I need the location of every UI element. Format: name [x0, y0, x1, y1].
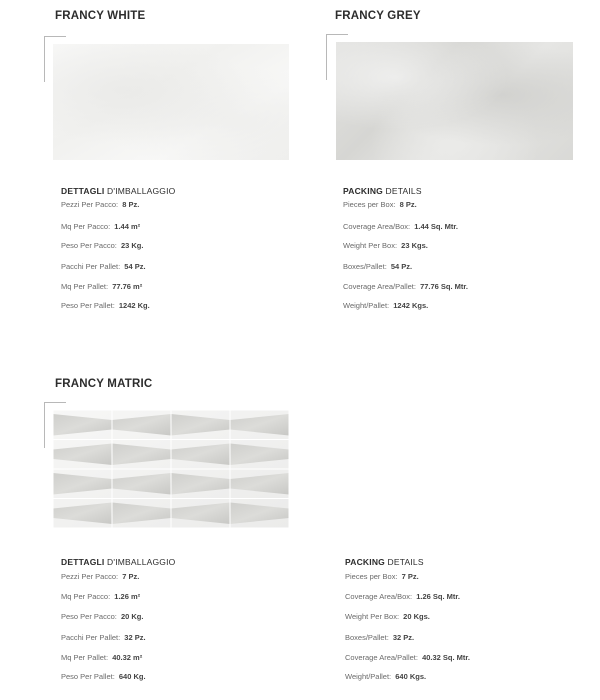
spec-row — [61, 572, 139, 581]
spec-row — [61, 592, 140, 601]
spec-row — [345, 672, 426, 681]
spec-label: Pieces per Box: — [343, 200, 396, 209]
product-title-francy-grey: FRANCY GREY — [335, 10, 421, 22]
spec-row — [343, 241, 428, 250]
spec-value: 23 Kgs. — [401, 241, 428, 250]
spec-value: 20 Kg. — [120, 612, 144, 621]
spec-value: 7 Pz. — [401, 572, 419, 581]
spec-row — [345, 572, 419, 581]
spec-label: Coverage Area/Box: — [345, 592, 413, 601]
spec-value: 1242 Kg. — [118, 301, 150, 310]
spec-row — [61, 241, 143, 250]
spec-value: 1242 Kgs. — [393, 301, 429, 310]
spec-row — [343, 200, 417, 209]
spec-row — [343, 262, 412, 271]
francy-matric-tile-image — [53, 410, 289, 528]
spec-label: Coverage Area/Box: — [343, 222, 411, 231]
spec-value: 54 Pz. — [390, 262, 413, 271]
packing-heading: PACKING DETAILS — [343, 186, 422, 196]
spec-label: Peso Per Pacco: — [61, 241, 117, 250]
spec-value: 40.32 Sq. Mtr. — [422, 653, 470, 662]
spec-value: 23 Kg. — [120, 241, 144, 250]
spec-row — [345, 653, 470, 662]
spec-label: Weight/Pallet: — [345, 672, 392, 681]
spec-label: Weight/Pallet: — [343, 301, 390, 310]
spec-label: Pezzi Per Pacco: — [61, 572, 119, 581]
matric-pattern — [53, 410, 289, 528]
spec-row — [61, 672, 146, 681]
spec-row — [61, 612, 143, 621]
spec-label: Pieces per Box: — [345, 572, 398, 581]
spec-label: Peso Per Pacco: — [61, 612, 117, 621]
spec-label: Pacchi Per Pallet: — [61, 262, 121, 271]
spec-row — [61, 262, 146, 271]
spec-row — [61, 633, 146, 642]
spec-value: 8 Pz. — [122, 200, 140, 209]
packing-heading-it: DETTAGLI D'IMBALLAGGIO — [61, 557, 176, 567]
product-title-francy-matric: FRANCY MATRIC — [55, 378, 153, 390]
spec-value: 640 Kgs. — [395, 672, 427, 681]
spec-label: Coverage Area/Pallet: — [345, 653, 418, 662]
spec-value: 1.26 m² — [114, 592, 141, 601]
spec-label: Peso Per Pallet: — [61, 301, 115, 310]
spec-value: 1.26 Sq. Mtr. — [416, 592, 460, 601]
spec-label: Mq Per Pallet: — [61, 653, 109, 662]
spec-row — [61, 222, 140, 231]
spec-value: 640 Kg. — [118, 672, 146, 681]
packing-heading: DETTAGLI D'IMBALLAGGIO — [61, 186, 176, 196]
spec-label: Weight Per Box: — [343, 241, 398, 250]
spec-row — [61, 200, 139, 209]
spec-label: Pezzi Per Pacco: — [61, 200, 119, 209]
spec-label: Boxes/Pallet: — [345, 633, 389, 642]
spec-label: Coverage Area/Pallet: — [343, 282, 416, 291]
spec-row — [61, 301, 150, 310]
spec-value: 32 Pz. — [392, 633, 415, 642]
spec-value: 32 Pz. — [124, 633, 146, 642]
francy-grey-tile-image — [336, 42, 573, 160]
spec-row — [345, 592, 460, 601]
francy-white-tile-image — [53, 44, 289, 160]
spec-value: 40.32 m² — [112, 653, 143, 662]
spec-value: 54 Pz. — [124, 262, 146, 271]
spec-row — [61, 282, 142, 291]
spec-value: 8 Pz. — [399, 200, 417, 209]
spec-label: Mq Per Pacco: — [61, 592, 111, 601]
spec-value: 20 Kgs. — [403, 612, 430, 621]
spec-label: Pacchi Per Pallet: — [61, 633, 121, 642]
spec-value: 1.44 m² — [114, 222, 141, 231]
spec-label: Boxes/Pallet: — [343, 262, 387, 271]
spec-label: Mq Per Pallet: — [61, 282, 109, 291]
packing-heading-en: PACKING DETAILS — [345, 557, 424, 567]
spec-label: Weight Per Box: — [345, 612, 400, 621]
spec-label: Mq Per Pacco: — [61, 222, 111, 231]
spec-value: 1.44 Sq. Mtr. — [414, 222, 458, 231]
spec-row — [343, 222, 458, 231]
product-title-francy-white: FRANCY WHITE — [55, 10, 146, 22]
spec-value: 77.76 m² — [112, 282, 143, 291]
spec-row — [343, 282, 468, 291]
spec-row — [61, 653, 142, 662]
spec-row — [345, 612, 430, 621]
spec-value: 77.76 Sq. Mtr. — [420, 282, 468, 291]
spec-row — [343, 301, 428, 310]
spec-label: Peso Per Pallet: — [61, 672, 115, 681]
spec-value: 7 Pz. — [122, 572, 140, 581]
spec-row — [345, 633, 414, 642]
